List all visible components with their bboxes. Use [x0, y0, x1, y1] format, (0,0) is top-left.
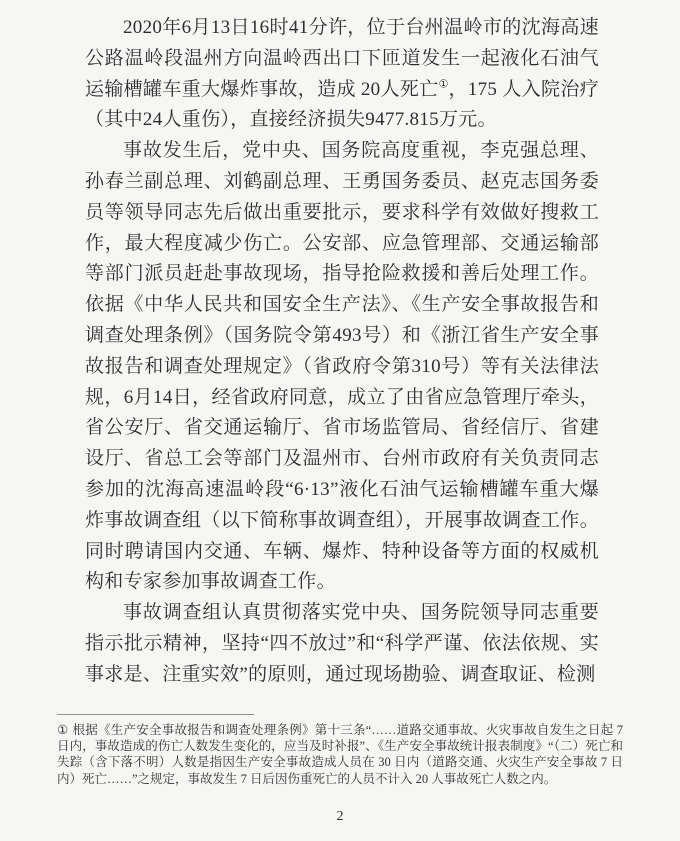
- footnote-body: 根据《生产安全事故报告和调查处理条例》第十三条“……道路交通事故、火灾事故自发生之日起 7 日内，事故造成的伤亡人数发生变化的，应当及时补报”、《生产安全事故统计报表制度》“（二）死亡和失踪（含下落不明）人数是指因生产安全事故造成人员在 30 日内（道路交通、火灾生产安全事故 7 日内）死亡……”之规定，事故发生 7 日后因伤重死亡的人员不计入 20 人事故死亡人数之内。: [57, 723, 623, 786]
- body-paragraph: [85, 13, 599, 136]
- paragraph-text: 事故调查组认真贯彻落实党中央、国务院领导同志重要指示批示精神，坚持“四不放过”和“科学严谨、依法依规、实事求是、注重实效”的原则，通过现场勘验、调查取证、检测: [85, 602, 599, 685]
- body-paragraph: [85, 136, 599, 598]
- footnote-text: [57, 722, 623, 787]
- body-text: [85, 13, 599, 691]
- body-paragraph: [85, 598, 599, 690]
- page-number: 2: [336, 809, 344, 824]
- footnote-marker: ①: [57, 723, 69, 737]
- footnote-area: [57, 714, 623, 787]
- footnote-separator: [57, 714, 254, 715]
- footnote-ref-marker: ①: [438, 78, 449, 91]
- paragraph-text: ，175 人入院治疗（其中24人重伤），直接经济损失9477.815万元。: [85, 78, 599, 131]
- paragraph-text: 事故发生后，党中央、国务院高度重视，李克强总理、孙春兰副总理、刘鹤副总理、王勇国务委员、赵克志国务委员等领导同志先后做出重要批示，要求科学有效做好搜救工作，最大程度减少伤亡。公安部、应急管理部、交通运输部等部门派员赶赴事故现场，指导抢险救援和善后处理工作。依据《中华人民共和国安全生产法》、《生产安全事故报告和调查处理条例》（国务院令第493号）和《浙江省生产安全事故报告和调查处理规定》（省政府令第310号）等有关法律法规，6月14日，经省政府同意，成立了由省应急管理厅牵头，省公安厅、省交通运输厅、省市场监管局、省经信厅、省建设厅、省总工会等部门及温州市、台州市政府有关负责同志参加的沈海高速温岭段“6·13”液化石油气运输槽罐车重大爆炸事故调查组（以下简称事故调查组），开展事故调查工作。同时聘请国内交通、车辆、爆炸、特种设备等方面的权威机构和专家参加事故调查工作。: [85, 140, 599, 593]
- paragraph-text: 2020年6月13日16时41分许，位于台州温岭市的沈海高速公路温岭段温州方向温岭西出口下匝道发生一起液化石油气运输槽罐车重大爆炸事故，造成 20人死亡: [85, 17, 599, 100]
